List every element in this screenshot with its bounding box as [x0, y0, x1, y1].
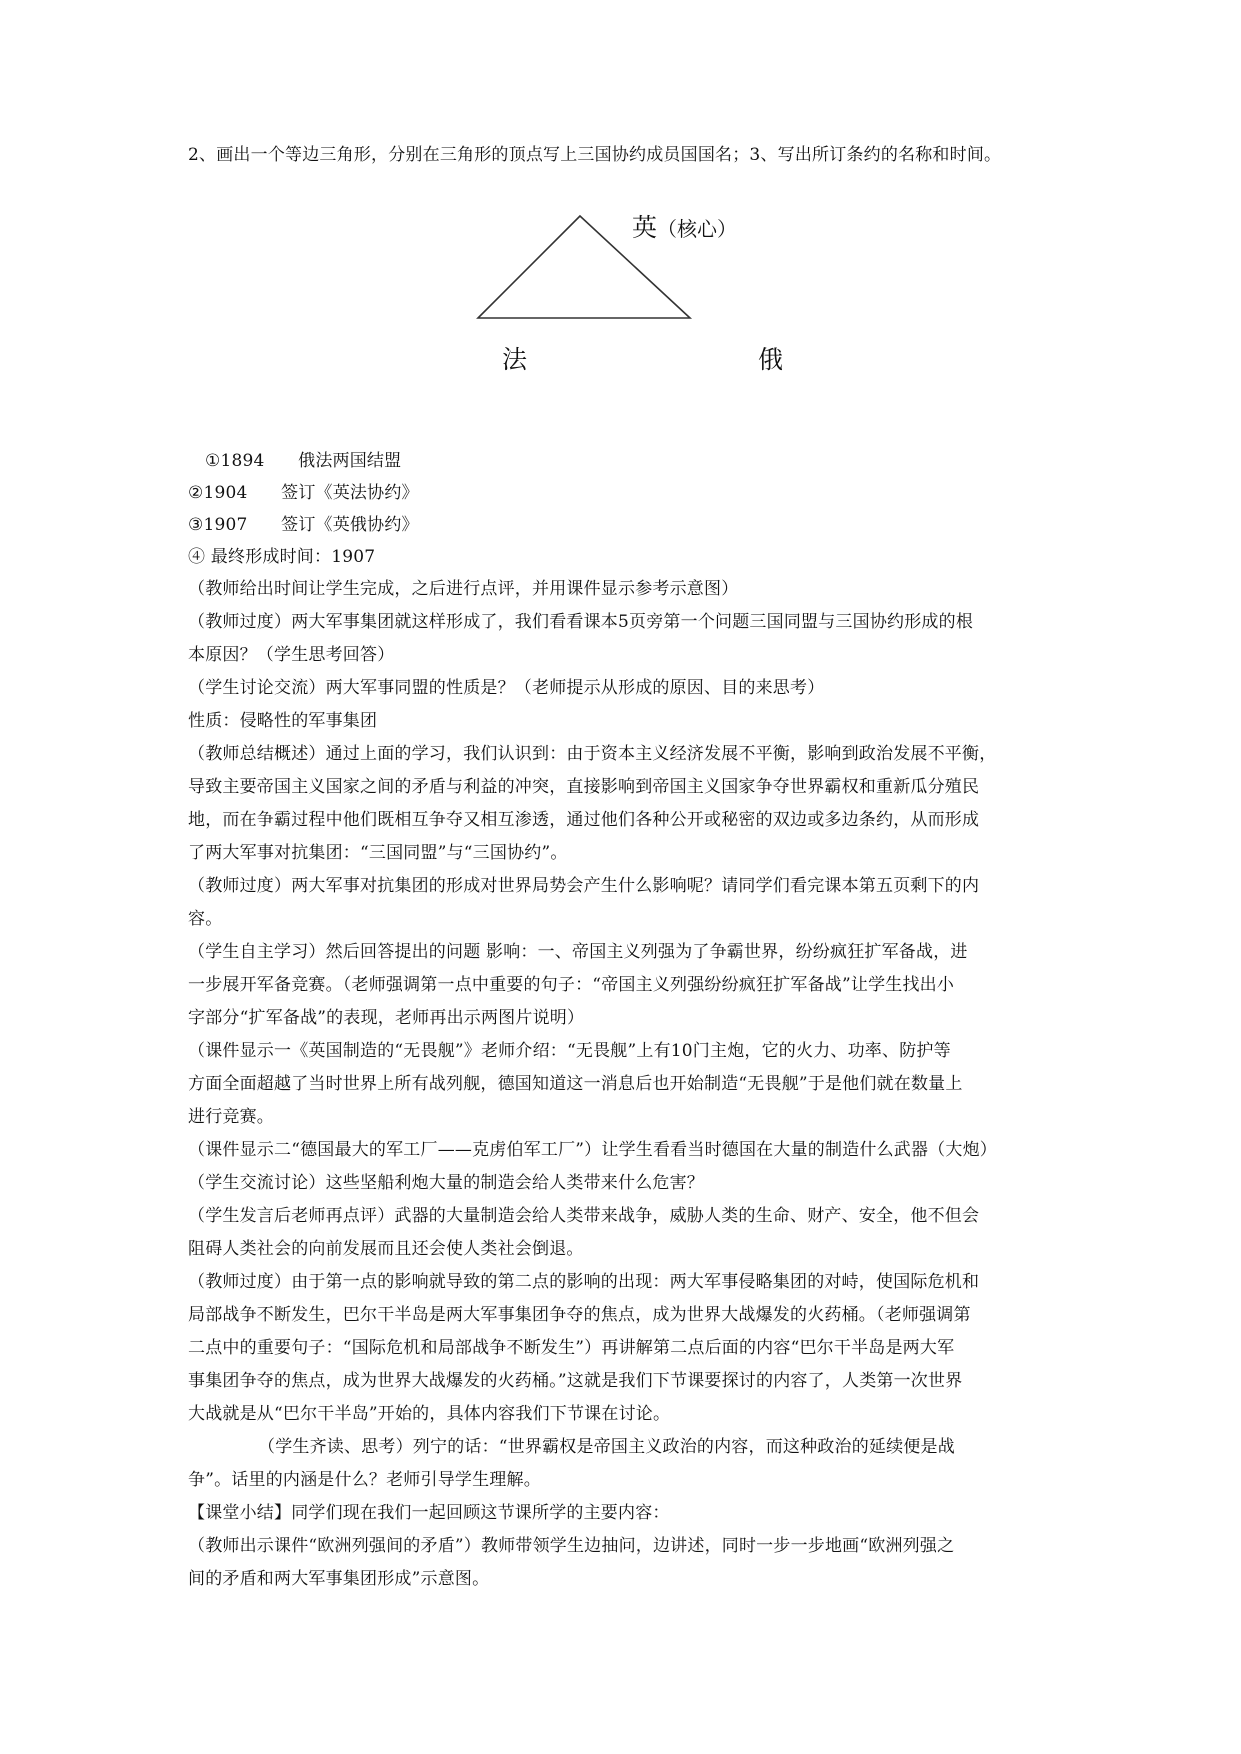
vertex-top [632, 208, 737, 244]
body-line: （教师过度）两大军事对抗集团的形成对世界局势会产生什么影响呢？请同学们看完课本第五页剩下的内 [188, 876, 980, 896]
body-line: （教师总结概述）通过上面的学习，我们认识到：由于资本主义经济发展不平衡，影响到政治发展不平衡， [188, 744, 997, 764]
body-line: 间的矛盾和两大军事集团形成”示意图。 [188, 1569, 490, 1589]
treaty-item [188, 478, 419, 503]
body-line: 了两大军事对抗集团：“三国同盟”与“三国协约”。 [188, 843, 568, 863]
body-line: 导致主要帝国主义国家之间的矛盾与利益的冲突，直接影响到帝国主义国家争夺世界霸权和重新瓜分殖民 [188, 777, 980, 797]
body-line: 性质：侵略性的军事集团 [188, 711, 378, 731]
body-line: （课件显示二“德国最大的军工厂——克虏伯军工厂”）让学生看看当时德国在大量的制造什么武器（大炮） [188, 1140, 997, 1160]
vertex-left-country: 法 [502, 345, 528, 374]
body-line: 一步展开军备竞赛。（老师强调第一点中重要的句子：“帝国主义列强纷纷疯狂扩军备战”让学生找出小 [188, 975, 955, 995]
question-heading: 2、画出一个等边三角形，分别在三角形的顶点写上三国协约成员国国名；3、写出所订条约的名称和时间。 [188, 145, 1002, 165]
body-line: 进行竞赛。 [188, 1107, 274, 1127]
vertex-right-country: 俄 [758, 345, 784, 374]
body-line: 大战就是从“巴尔干半岛”开始的，具体内容我们下节课在讨论。 [188, 1404, 671, 1424]
body-line: （教师过度）由于第一点的影响就导致的第二点的影响的出现：两大军事侵略集团的对峙，使国际危机和 [188, 1272, 980, 1292]
body-line: 本原因？（学生思考回答） [188, 645, 395, 665]
treaty-item [188, 510, 419, 535]
body-line: （教师过度）两大军事集团就这样形成了，我们看看课本5页旁第一个问题三国同盟与三国协约形成的根 [188, 612, 974, 632]
treaty-marker: ②1904 [188, 483, 248, 503]
body-line: 方面全面超越了当时世界上所有战列舰，德国知道这一消息后也开始制造“无畏舰”于是他们就在数量上 [188, 1074, 963, 1094]
body-line: （学生自主学习）然后回答提出的问题 影响：一、帝国主义列强为了争霸世界，纷纷疯狂扩军备战，进 [188, 942, 968, 962]
treaty-text: 签订《英俄协约》 [281, 515, 419, 535]
body-line: （学生讨论交流）两大军事同盟的性质是？（老师提示从形成的原因、目的来思考） [188, 678, 825, 698]
vertex-top-note: （核心） [657, 217, 738, 241]
body-line: 阻碍人类社会的向前发展而且还会使人类社会倒退。 [188, 1239, 584, 1259]
body-line: （学生齐读、思考）列宁的话：“世界霸权是帝国主义政治的内容，而这种政治的延续便是战 [258, 1437, 955, 1457]
treaty-marker: ③1907 [188, 515, 248, 535]
final-formation-time: ④ 最终形成时间：1907 [188, 547, 376, 567]
body-line: 争”。话里的内涵是什么？老师引导学生理解。 [188, 1470, 541, 1490]
body-line: （教师给出时间让学生完成，之后进行点评，并用课件显示参考示意图） [188, 579, 739, 599]
body-line: 事集团争夺的焦点，成为世界大战爆发的火药桶。”这就是我们下节课要探讨的内容了，人类第一次世界 [188, 1371, 963, 1391]
triple-entente-diagram [470, 200, 830, 390]
vertex-top-country: 英 [632, 213, 658, 242]
body-line: （课件显示一《英国制造的“无畏舰”》老师介绍：“无畏舰”上有10门主炮，它的火力、功率、防护等 [188, 1041, 951, 1061]
treaty-marker: ①1894 [205, 451, 265, 471]
body-line: 二点中的重要句子：“国际危机和局部战争不断发生”）再讲解第二点后面的内容“巴尔干半岛是两大军 [188, 1338, 955, 1358]
body-line: （学生发言后老师再点评）武器的大量制造会给人类带来战争，威胁人类的生命、财产、安全，他不但会 [188, 1206, 980, 1226]
body-line: 字部分“扩军备战”的表现，老师再出示两图片说明） [188, 1008, 585, 1028]
treaty-text: 签订《英法协约》 [281, 483, 419, 503]
body-line: （教师出示课件“欧洲列强间的矛盾”）教师带领学生边抽问，边讲述，同时一步一步地画“欧洲列强之 [188, 1536, 955, 1556]
summary-heading-line: 【课堂小结】同学们现在我们一起回顾这节课所学的主要内容： [188, 1503, 670, 1523]
body-line: 局部战争不断发生，巴尔干半岛是两大军事集团争夺的焦点，成为世界大战爆发的火药桶。（老师强调第 [188, 1305, 971, 1325]
treaty-item [205, 446, 401, 471]
body-line: （学生交流讨论）这些坚船利炮大量的制造会给人类带来什么危害？ [188, 1173, 704, 1193]
treaty-text: 俄法两国结盟 [298, 451, 402, 471]
body-line: 容。 [188, 909, 223, 929]
body-line: 地，而在争霸过程中他们既相互争夺又相互渗透，通过他们各种公开或秘密的双边或多边条约，从而形成 [188, 810, 980, 830]
